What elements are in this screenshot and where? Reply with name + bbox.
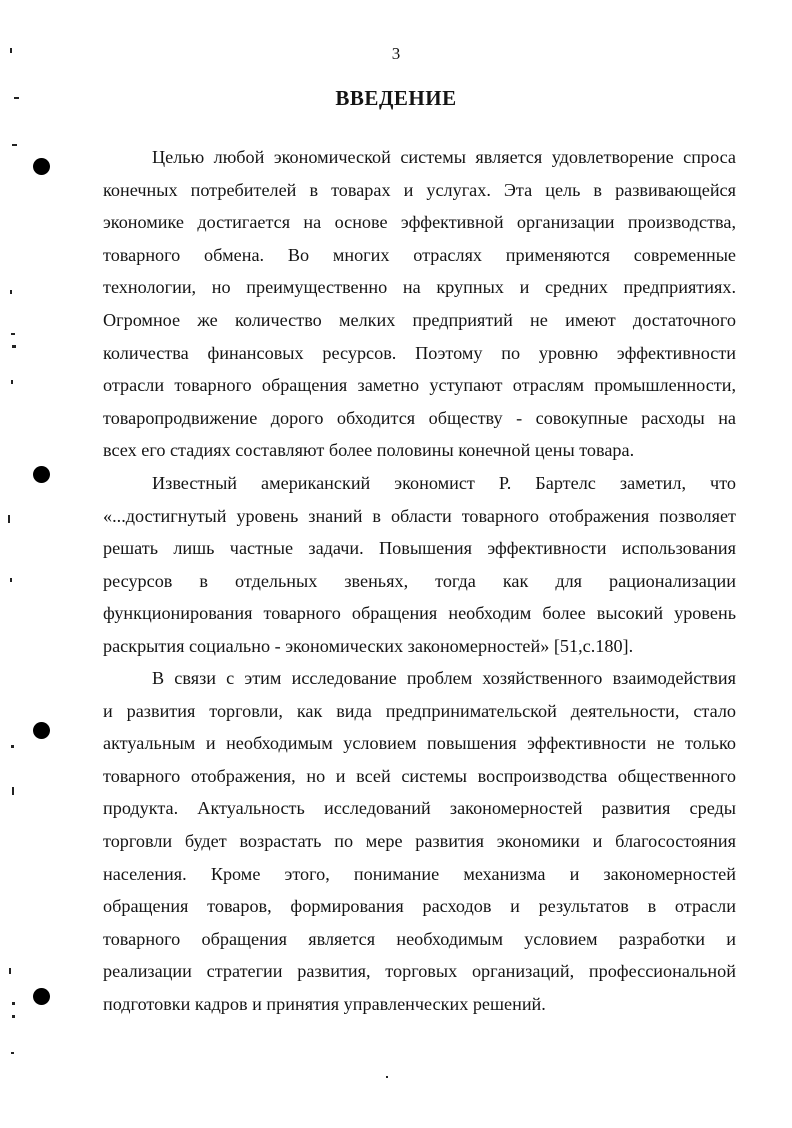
scan-speck bbox=[9, 968, 11, 974]
scan-speck bbox=[386, 1076, 388, 1078]
scan-speck bbox=[14, 97, 19, 99]
text-line: «...достигнутый уровень знаний в области товарного отображения позволяет bbox=[103, 505, 736, 526]
text-line: количества финансовых ресурсов. Поэтому по уровню эффективности bbox=[103, 342, 736, 363]
scan-speck bbox=[8, 515, 10, 523]
scan-speck bbox=[11, 745, 14, 748]
punch-hole bbox=[33, 158, 50, 175]
scan-speck bbox=[10, 290, 12, 294]
text-line: товарного обмена. Во многих отраслях применяются современные bbox=[103, 244, 736, 265]
scan-speck bbox=[12, 345, 16, 348]
text-line: технологии, но преимущественно на крупных и средних предприятиях. bbox=[103, 277, 736, 298]
text-line: продукта. Актуальность исследований закономерностей развития среды bbox=[103, 798, 736, 819]
text-line: экономике достигается на основе эффективной организации производства, bbox=[103, 212, 736, 233]
text-line: всех его стадиях составляют более половины конечной цены товара. bbox=[103, 440, 635, 461]
text-line: товарного обращения является необходимым условием разработки и bbox=[103, 928, 736, 949]
text-line: Известный американский экономист Р. Бартелс заметил, что bbox=[152, 473, 736, 493]
text-line: конечных потребителей в товарах и услугах. Эта цель в развивающейся bbox=[103, 179, 736, 200]
scan-speck bbox=[12, 144, 17, 146]
text-line: функционирования товарного обращения необходим более высокий уровень bbox=[103, 603, 736, 624]
scan-speck bbox=[10, 578, 12, 582]
text-line: торговли будет возрастать по мере развития экономики и благосостояния bbox=[103, 830, 736, 851]
text-line: В связи с этим исследование проблем хозяйственного взаимодействия bbox=[152, 668, 736, 688]
text-line: реализации стратегии развития, торговых организаций, профессиональной bbox=[103, 961, 736, 982]
scan-speck bbox=[12, 787, 14, 795]
text-line: товарного отображения, но и всей системы воспроизводства общественного bbox=[103, 765, 736, 786]
punch-hole bbox=[33, 722, 50, 739]
text-line: обращения товаров, формирования расходов и результатов в отрасли bbox=[103, 896, 736, 917]
text-line: решать лишь частные задачи. Повышения эффективности использования bbox=[103, 538, 736, 559]
scan-speck bbox=[12, 1015, 15, 1018]
page-number: 3 bbox=[391, 44, 401, 63]
page-title: ВВЕДЕНИЕ bbox=[335, 86, 457, 110]
text-line: населения. Кроме этого, понимание механизма и закономерностей bbox=[103, 863, 736, 884]
text-line: Огромное же количество мелких предприятий не имеют достаточного bbox=[103, 309, 736, 330]
scan-speck bbox=[11, 1052, 14, 1054]
scan-speck bbox=[12, 1002, 15, 1005]
text-line: подготовки кадров и принятия управленческих решений. bbox=[103, 993, 546, 1014]
punch-hole bbox=[33, 988, 50, 1005]
paragraph-1 bbox=[103, 141, 736, 467]
scan-speck bbox=[11, 380, 13, 384]
text-line: товаропродвижение дорого обходится обществу - совокупные расходы на bbox=[103, 407, 736, 428]
text-line: и развития торговли, как вида предпринимательской деятельности, стало bbox=[103, 700, 736, 721]
text-line: раскрытия социально - экономических закономерностей» [51,с.180]. bbox=[103, 635, 634, 656]
paragraph-2 bbox=[103, 467, 736, 663]
text-line: актуальным и необходимым условием повышения эффективности не только bbox=[103, 733, 736, 754]
scan-speck bbox=[11, 333, 15, 335]
text-line: отрасли товарного обращения заметно уступают отраслям промышленности, bbox=[103, 375, 736, 396]
scan-speck bbox=[10, 48, 12, 53]
punch-hole bbox=[33, 466, 50, 483]
paragraph-3 bbox=[103, 662, 736, 1021]
text-line: ресурсов в отдельных звеньях, тогда как для рационализации bbox=[103, 570, 736, 591]
text-line: Целью любой экономической системы является удовлетворение спроса bbox=[152, 147, 736, 167]
